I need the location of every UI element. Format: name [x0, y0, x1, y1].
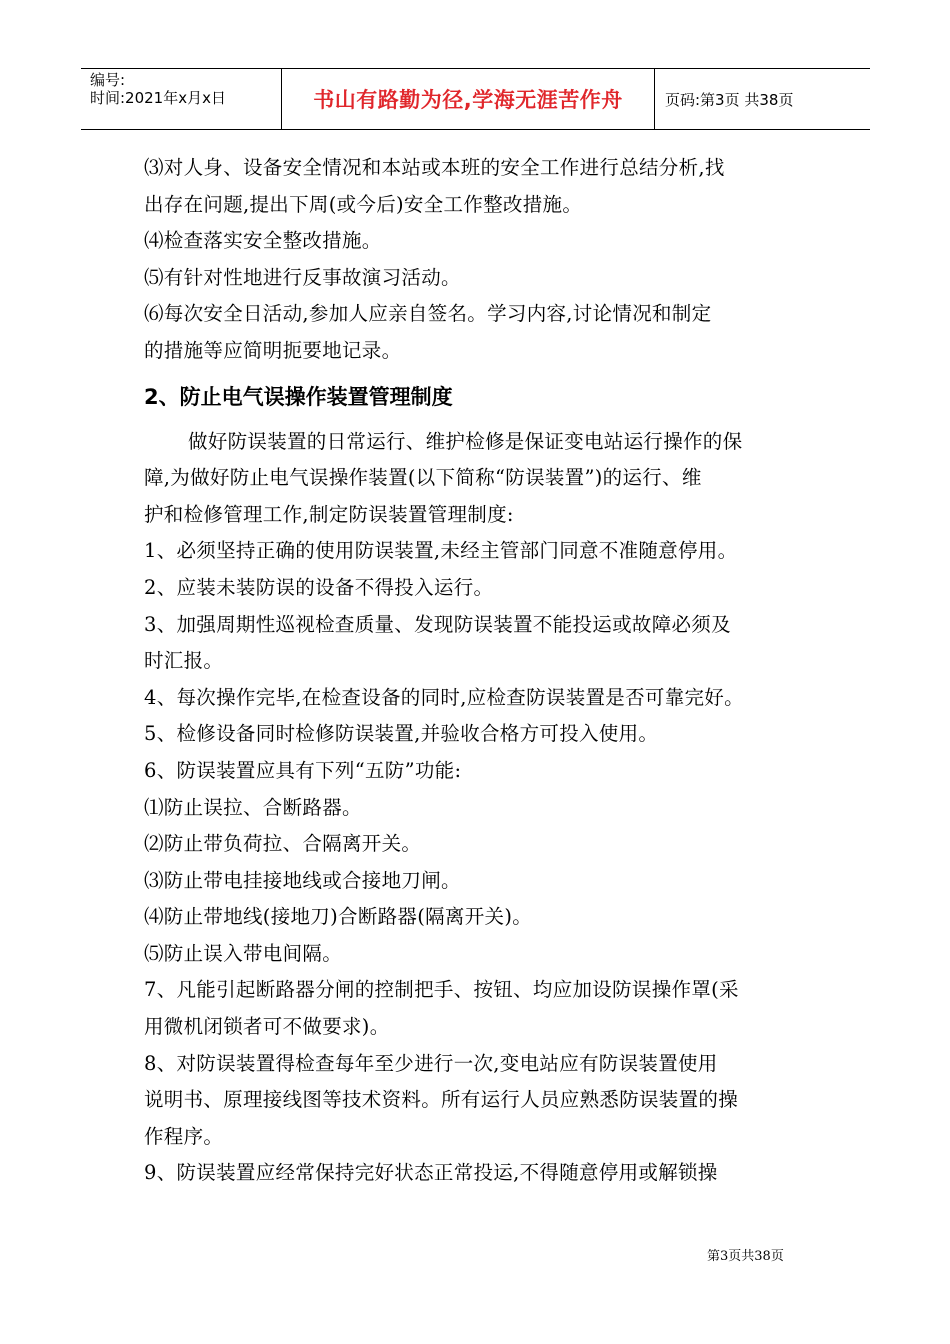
date-label: 时间:2021年x月x日: [90, 89, 226, 107]
section-heading: 2、防止电气误操作装置管理制度: [144, 384, 453, 409]
body-line: 出存在问题,提出下周(或今后)安全工作整改措施。: [144, 192, 583, 216]
paragraph-line: 3、加强周期性巡视检查质量、发现防误装置不能投运或故障必须及: [144, 612, 731, 636]
paragraph-line: 2、应装未装防误的设备不得投入运行。: [144, 575, 494, 599]
header-motto-cell: [282, 69, 655, 129]
paragraph-line: 时汇报。: [144, 649, 224, 673]
paragraph-line: 说明书、原理接线图等技术资料。所有运行人员应熟悉防误装置的操: [144, 1088, 739, 1112]
paragraph-line: 障,为做好防止电气误操作装置(以下简称“防误装置”)的运行、维: [144, 466, 702, 490]
paragraph-line: 作程序。: [144, 1124, 224, 1148]
serial-number-label: 编号:: [90, 71, 126, 89]
paragraph-line: 做好防误装置的日常运行、维护检修是保证变电站运行操作的保: [188, 429, 743, 453]
body-line: ⑹每次安全日活动,参加人应亲自签名。学习内容,讨论情况和制定: [144, 302, 712, 326]
paragraph-line: 4、每次操作完毕,在检查设备的同时,应检查防误装置是否可靠完好。: [144, 685, 744, 709]
paragraph-line: 5、检修设备同时检修防误装置,并验收合格方可投入使用。: [144, 722, 659, 746]
paragraph-line: ⑴防止误拉、合断路器。: [144, 795, 362, 819]
paragraph-line: 7、凡能引起断路器分闸的控制把手、按钮、均应加设防误操作罩(采: [144, 978, 739, 1002]
header-meta-cell: [81, 69, 282, 129]
paragraph-line: ⑷防止带地线(接地刀)合断路器(隔离开关)。: [144, 905, 533, 929]
paragraph-line: ⑵防止带负荷拉、合隔离开关。: [144, 832, 422, 856]
page-footer: 第3页共38页: [707, 1249, 784, 1264]
paragraph-line: 护和检修管理工作,制定防误装置管理制度:: [144, 502, 514, 526]
body-line: ⑷检查落实安全整改措施。: [144, 229, 382, 253]
motto-text: 书山有路勤为径,学海无涯苦作舟: [313, 88, 623, 112]
paragraph-line: 6、防误装置应具有下列“五防”功能:: [144, 758, 462, 782]
page-info: 页码:第3页 共38页: [665, 90, 794, 109]
paragraph-line: 用微机闭锁者可不做要求)。: [144, 1015, 390, 1039]
body-line: 的措施等应简明扼要地记录。: [144, 338, 402, 362]
paragraph-line: 1、必须坚持正确的使用防误装置,未经主管部门同意不准随意停用。: [144, 539, 738, 563]
paragraph-line: ⑶防止带电挂接地线或合接地刀闸。: [144, 868, 461, 892]
document-header: [81, 68, 870, 130]
body-line: ⑸有针对性地进行反事故演习活动。: [144, 265, 461, 289]
document-body: [144, 150, 824, 1192]
header-page-cell: [655, 69, 870, 129]
body-line: ⑶对人身、设备安全情况和本站或本班的安全工作进行总结分析,找: [144, 156, 725, 179]
paragraph-line: 8、对防误装置得检查每年至少进行一次,变电站应有防误装置使用: [144, 1051, 718, 1075]
paragraph-line: 9、防误装置应经常保持完好状态正常投运,不得随意停用或解锁操: [144, 1161, 718, 1185]
paragraph-line: ⑸防止误入带电间隔。: [144, 941, 343, 965]
